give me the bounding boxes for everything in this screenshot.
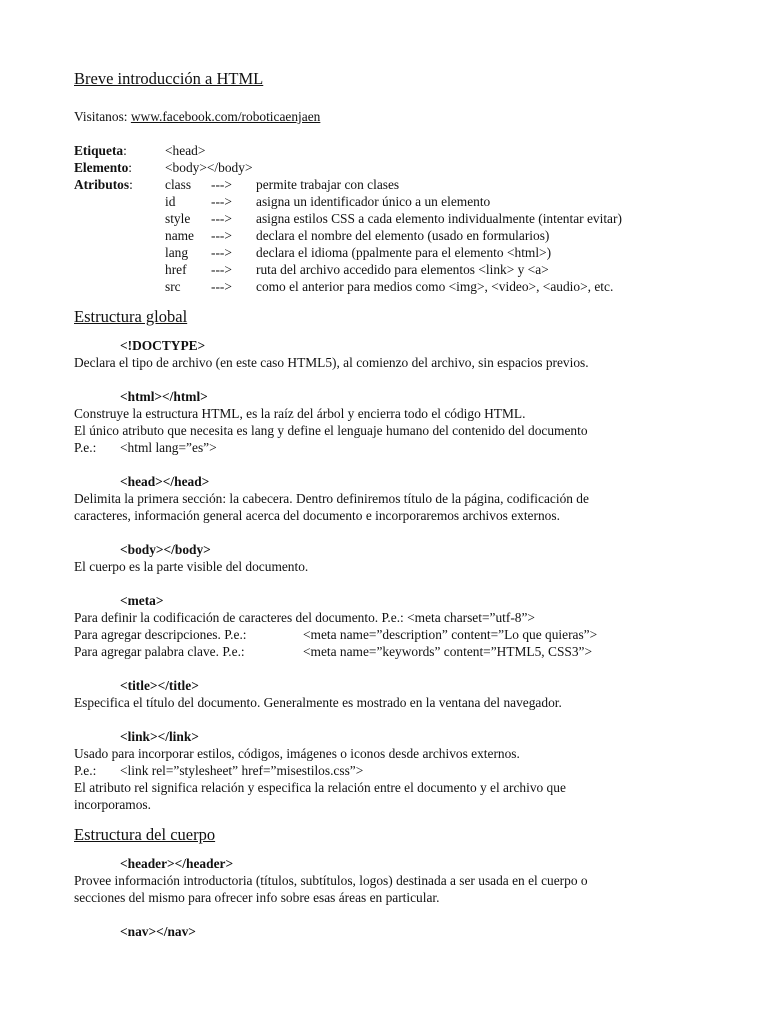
example-value: <html lang=”es”> <box>120 440 217 455</box>
def-value: <body></body> <box>165 160 253 175</box>
attributes-label: Atributos <box>74 177 130 192</box>
meta-desc-1: Para definir la codificación de caracteres del documento. P.e.: <meta charset=”utf-8”> <box>74 610 535 625</box>
attribute-indent <box>74 227 165 244</box>
attribute-name: class <box>165 177 192 192</box>
attribute-row-style <box>74 210 714 227</box>
attribute-arrow: ---> <box>211 245 232 260</box>
def-label: Elemento <box>74 160 129 175</box>
def-colon: : <box>128 160 133 175</box>
attribute-arrow: ---> <box>211 194 232 209</box>
attribute-arrow: ---> <box>211 211 232 226</box>
def-label-cell <box>74 142 165 159</box>
link-example <box>74 762 714 779</box>
head-heading: <head></head> <box>120 474 210 489</box>
visit-line <box>74 108 714 125</box>
attribute-indent <box>74 278 165 295</box>
spacer <box>74 371 714 388</box>
document-title: Breve introducción a HTML <box>74 69 264 88</box>
def-row-etiqueta <box>74 142 714 159</box>
html-desc-1: Construye la estructura HTML, es la raíz del árbol y encierra todo el código HTML. <box>74 406 526 421</box>
example-label: Para agregar descripciones. P.e.: <box>74 627 247 642</box>
attribute-arrow: ---> <box>211 262 232 277</box>
doctype-desc: Declara el tipo de archivo (en este caso HTML5), al comienzo del archivo, sin espacios previos. <box>74 355 589 370</box>
example-label: P.e.: <box>74 763 97 778</box>
def-label: Etiqueta <box>74 143 124 158</box>
title-desc: Especifica el título del documento. Generalmente es mostrado en la ventana del navegador. <box>74 695 562 710</box>
def-colon: : <box>123 143 127 158</box>
link-desc-1: Usado para incorporar estilos, códigos, imágenes o iconos desde archivos externos. <box>74 746 520 761</box>
attribute-name: src <box>165 279 181 294</box>
spacer <box>74 524 714 541</box>
attribute-arrow: ---> <box>211 228 232 243</box>
attribute-name: style <box>165 211 191 226</box>
attribute-desc: declara el idioma (ppalmente para el elemento <html>) <box>256 245 552 260</box>
example-value: <meta name=”keywords” content=”HTML5, CSS3”> <box>303 644 593 659</box>
spacer <box>74 575 714 592</box>
def-row-elemento <box>74 159 714 176</box>
visit-label: Visitanos: <box>74 109 131 124</box>
spacer <box>74 660 714 677</box>
attribute-indent <box>74 244 165 261</box>
attributes-colon: : <box>129 177 133 192</box>
spacer <box>74 456 714 473</box>
attribute-arrow: ---> <box>211 279 232 294</box>
attributes-label-cell <box>74 176 165 193</box>
spacer <box>74 906 714 923</box>
section-heading-global: Estructura global <box>74 307 188 326</box>
nav-heading: <nav></nav> <box>120 924 196 939</box>
meta-keywords-example <box>74 643 714 660</box>
head-desc-2: caracteres, información general acerca del documento e incorporaremos archivos externos. <box>74 508 560 523</box>
attribute-desc: ruta del archivo accedido para elementos <link> y <a> <box>256 262 549 277</box>
attribute-row-src <box>74 278 714 295</box>
attribute-name: id <box>165 194 176 209</box>
example-label: Para agregar palabra clave. P.e.: <box>74 644 245 659</box>
attribute-indent <box>74 261 165 278</box>
attribute-indent <box>74 193 165 210</box>
attribute-name: lang <box>165 245 189 260</box>
link-desc-2: El atributo rel significa relación y especifica la relación entre el documento y el archivo que <box>74 780 566 795</box>
attribute-desc: asigna un identificador único a un elemento <box>256 194 491 209</box>
attribute-arrow: ---> <box>211 177 232 192</box>
body-heading: <body></body> <box>120 542 211 557</box>
title-heading: <title></title> <box>120 678 199 693</box>
spacer <box>74 295 714 306</box>
link-heading: <link></link> <box>120 729 199 744</box>
html-example <box>74 439 714 456</box>
example-value: <meta name=”description” content=”Lo que quieras”> <box>303 627 598 642</box>
attribute-desc: asigna estilos CSS a cada elemento individualmente (intentar evitar) <box>256 211 622 226</box>
html-desc-2: El único atributo que necesita es lang y define el lenguaje humano del contenido del documento <box>74 423 588 438</box>
attribute-desc: como el anterior para medios como <img>, <video>, <audio>, etc. <box>256 279 614 294</box>
header-desc-2: secciones del mismo para ofrecer info sobre esas áreas en particular. <box>74 890 440 905</box>
section-heading-body: Estructura del cuerpo <box>74 825 216 844</box>
attribute-row-lang <box>74 244 714 261</box>
header-heading: <header></header> <box>120 856 234 871</box>
attribute-desc: permite trabajar con clases <box>256 177 400 192</box>
attribute-name: name <box>165 228 194 243</box>
doctype-heading: <!DOCTYPE> <box>120 338 206 353</box>
facebook-link[interactable]: www.facebook.com/roboticaenjaen <box>130 109 321 124</box>
def-label-cell <box>74 159 165 176</box>
attribute-row-class <box>74 176 714 193</box>
attribute-row-name <box>74 227 714 244</box>
head-desc-1: Delimita la primera sección: la cabecera. Dentro definiremos título de la página, codificación de <box>74 491 589 506</box>
header-desc-1: Provee información introductoria (títulos, subtítulos, logos) destinada a ser usada en el cuerpo o <box>74 873 588 888</box>
spacer <box>74 711 714 728</box>
document-content <box>74 68 714 940</box>
attribute-desc: declara el nombre del elemento (usado en formularios) <box>256 228 550 243</box>
attribute-indent <box>74 210 165 227</box>
attribute-row-id <box>74 193 714 210</box>
meta-heading: <meta> <box>120 593 164 608</box>
example-value: <link rel=”stylesheet” href=”misestilos.css”> <box>120 763 364 778</box>
link-desc-3: incorporamos. <box>74 797 151 812</box>
def-value: <head> <box>165 143 206 158</box>
spacer <box>74 125 714 142</box>
spacer <box>74 813 714 824</box>
attribute-name: href <box>165 262 187 277</box>
body-desc: El cuerpo es la parte visible del documento. <box>74 559 309 574</box>
meta-description-example <box>74 626 714 643</box>
html-heading: <html></html> <box>120 389 208 404</box>
attribute-row-href <box>74 261 714 278</box>
example-label: P.e.: <box>74 440 97 455</box>
